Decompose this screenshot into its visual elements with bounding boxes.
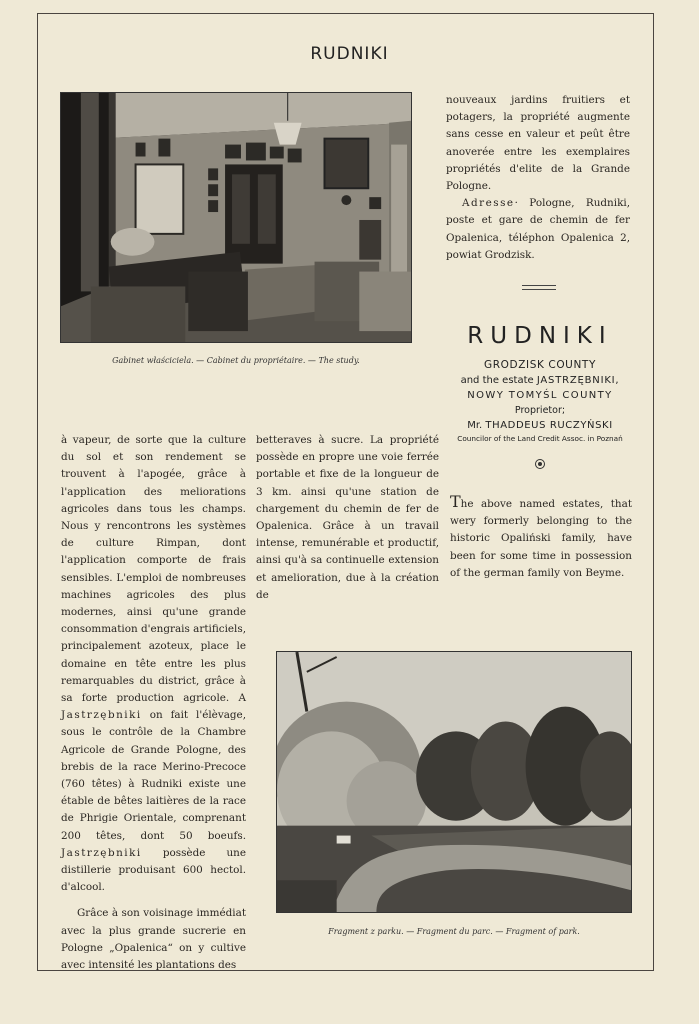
left-paragraph-2: Grâce à son voisinage immédiat avec la plus grande sucrerie en Pologne „Opalenica“ on y cultive avec intensité les plantations des — [61, 907, 246, 972]
council-line: Councilor of the Land Credit Assoc. in Poznań — [457, 434, 623, 443]
study-room-image — [61, 93, 411, 342]
english-column — [450, 492, 632, 582]
estate-prefix: and the estate — [460, 375, 534, 386]
proprietor-label: Proprietor; — [514, 405, 566, 416]
english-dropcap: T — [450, 492, 461, 511]
proprietor-name: THADDEUS RUCZYŃSKI — [485, 420, 613, 431]
divider-rule — [522, 285, 556, 290]
address-text: · Pologne, Rudniki, poste et gare de chemin de fer Opalenica, téléphon Opalenica 2, powiat Grodzisk. — [446, 197, 630, 261]
left-text-spaced-2: Jastrzębniki — [61, 846, 142, 859]
park-caption: Fragment z parku. — Fragment du parc. — Fragment of park. — [328, 927, 580, 936]
address-label: Adresse — [462, 197, 515, 210]
ornament-icon — [535, 459, 545, 469]
left-text-spaced: Jastrzębniki — [61, 709, 142, 722]
right-top-paragraph: nouveaux jardins fruitiers et potagers, la propriété augmente sans cesse en valeur et peût être anoverée entre les exemplaires propriétés d'elite de la Grande Pologne. — [446, 94, 630, 193]
county-line: GRODZISK COUNTY — [484, 359, 596, 371]
left-text-a: à vapeur, de sorte que la culture du sol et son rendement se trouvent à l'apogée, grâce à l'application des meliorations agricoles dans tous les champs. Nous y rencontrons les systèmes de culture Rimpan, dont l'application comporte de frais sensibles. L'emploi de nombreuses machines agricoles des plus modernes, ainsi qu'une grande consommation d'engrais artificiels, principalement azoteux, place le domaine en tête entre les plus remarquables du district, grâce à sa forte production agricole. A — [61, 434, 246, 705]
left-text-b: on fait l'élèvage, sous le contrôle de la Chambre Agricole de Grande Pologne, des brebis de la race Merino-Precoce (760 têtes) à Rudniki existe une étable de bêtes laitières de la race de Phrigie Orientale, comprenant 200 têtes, dont 50 boeufs. — [61, 709, 246, 842]
proprietor-name-line — [440, 419, 640, 433]
middle-column — [256, 432, 439, 604]
right-top-column — [446, 92, 630, 264]
left-text-c: possède une distillerie produisant 600 hectol. d'alcool. — [61, 846, 246, 894]
county2-line: NOWY TOMYŚL COUNTY — [467, 390, 613, 401]
address-paragraph — [446, 195, 630, 264]
estate-line — [440, 373, 640, 388]
left-paragraph-1 — [61, 432, 246, 896]
park-photo — [276, 651, 632, 913]
page-title: RUDNIKI — [310, 44, 389, 64]
study-photo — [60, 92, 412, 343]
estate-name: JASTRZĘBNIKI, — [536, 375, 620, 386]
english-paragraph — [450, 492, 632, 582]
study-caption: Gabinet właściciela. — Cabinet du propriétaire. — The study. — [112, 356, 360, 365]
left-column — [61, 432, 246, 974]
middle-paragraph: betteraves à sucre. La propriété possède en propre une voie ferrée portable et fixe de la longueur de 3 km. ainsi qu'une station de chargement du chemin de fer de Opalenica. Grâce à un travail intense, remunérable et productif, ainsi qu'à sa continuelle extension et amelioration, due à la création de — [256, 434, 439, 601]
park-image — [277, 652, 631, 912]
estate-subheading — [440, 357, 640, 445]
estate-heading: RUDNIKI — [467, 323, 613, 349]
english-text: he above named estates, that wery formerly belonging to the historic Opaliński family, have been for some time in possession of the german family von Beyme. — [450, 498, 632, 579]
name-prefix: Mr. — [467, 420, 483, 431]
